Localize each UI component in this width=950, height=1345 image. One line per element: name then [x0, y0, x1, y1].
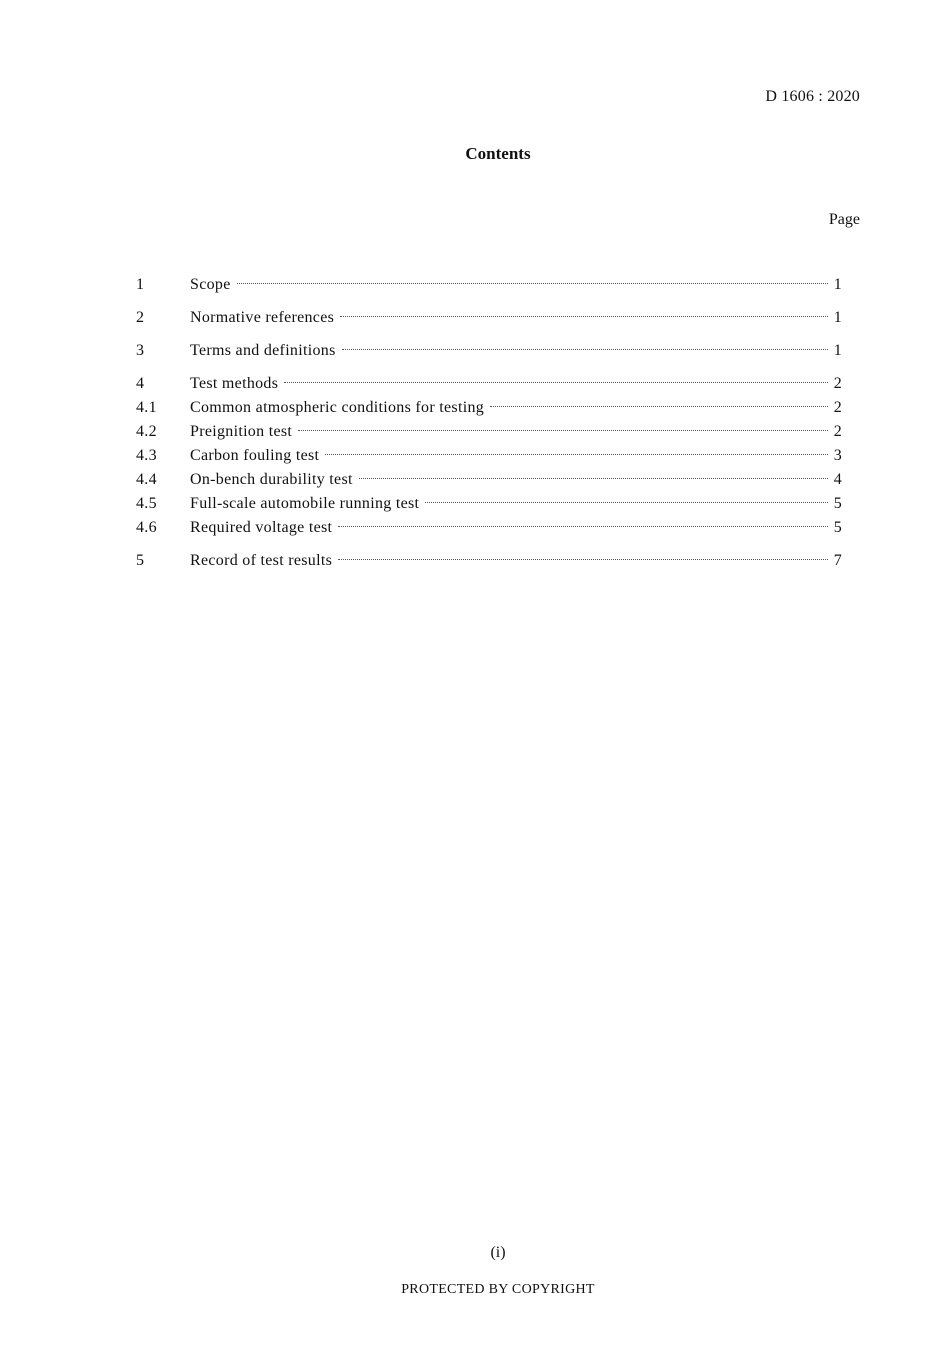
toc-entry-page: 1 [833, 342, 842, 359]
toc-entry-page: 4 [833, 471, 842, 488]
dot-leader [340, 316, 828, 317]
dot-leader [284, 382, 828, 383]
toc-entry-number: 5 [136, 552, 145, 569]
toc-entry-page: 2 [833, 423, 842, 440]
toc-entry-number: 1 [136, 276, 145, 293]
toc-entry-number: 4.5 [136, 495, 157, 512]
toc-entry-1 [136, 276, 842, 300]
toc-entry-title: Test methods [190, 375, 279, 392]
copyright-notice: PROTECTED BY COPYRIGHT [401, 1282, 595, 1297]
dot-leader [338, 559, 828, 560]
toc-entry-number: 4.3 [136, 447, 157, 464]
toc-entry-number: 4.4 [136, 471, 157, 488]
toc-entry-4-2 [136, 423, 842, 447]
page-folio: (i) [490, 1244, 506, 1261]
dot-leader [298, 430, 828, 431]
page-title: Contents [465, 144, 531, 163]
toc-entry-page: 2 [833, 375, 842, 392]
toc-entry-5 [136, 552, 842, 576]
toc-entry-title: Common atmospheric conditions for testing [190, 399, 485, 416]
dot-leader [325, 454, 828, 455]
toc-entry-3 [136, 342, 842, 366]
toc-entry-title: Full-scale automobile running test [190, 495, 420, 512]
toc-entry-page: 5 [833, 495, 842, 512]
toc-entry-title: Scope [190, 276, 231, 293]
toc-entry-title: Terms and definitions [190, 342, 336, 359]
dot-leader [237, 283, 828, 284]
toc-entry-number: 4.6 [136, 519, 157, 536]
toc-entry-page: 1 [833, 309, 842, 326]
table-of-contents [136, 276, 842, 576]
toc-entry-number: 4.2 [136, 423, 157, 440]
toc-entry-page: 3 [833, 447, 842, 464]
toc-entry-number: 4 [136, 375, 145, 392]
toc-entry-title: Normative references [190, 309, 335, 326]
toc-entry-title: Carbon fouling test [190, 447, 320, 464]
toc-entry-page: 2 [833, 399, 842, 416]
toc-entry-title: Required voltage test [190, 519, 333, 536]
toc-entry-4-3 [136, 447, 842, 471]
toc-entry-title: Record of test results [190, 552, 333, 569]
dot-leader [338, 526, 828, 527]
toc-entry-4-4 [136, 471, 842, 495]
toc-entry-title: Preignition test [190, 423, 293, 440]
toc-entry-page: 1 [833, 276, 842, 293]
toc-entry-4-5 [136, 495, 842, 519]
document-id: D 1606 : 2020 [765, 88, 860, 105]
dot-leader [359, 478, 828, 479]
toc-entry-2 [136, 309, 842, 333]
toc-entry-page: 5 [833, 519, 842, 536]
toc-entry-4-1 [136, 399, 842, 423]
toc-entry-number: 2 [136, 309, 145, 326]
toc-entry-4 [136, 375, 842, 399]
toc-entry-4-6 [136, 519, 842, 543]
dot-leader [490, 406, 828, 407]
dot-leader [342, 349, 828, 350]
toc-entry-number: 4.1 [136, 399, 157, 416]
page-column-label: Page [828, 211, 860, 228]
toc-entry-title: On-bench durability test [190, 471, 353, 488]
toc-entry-page: 7 [833, 552, 842, 569]
dot-leader [425, 502, 828, 503]
toc-entry-number: 3 [136, 342, 145, 359]
